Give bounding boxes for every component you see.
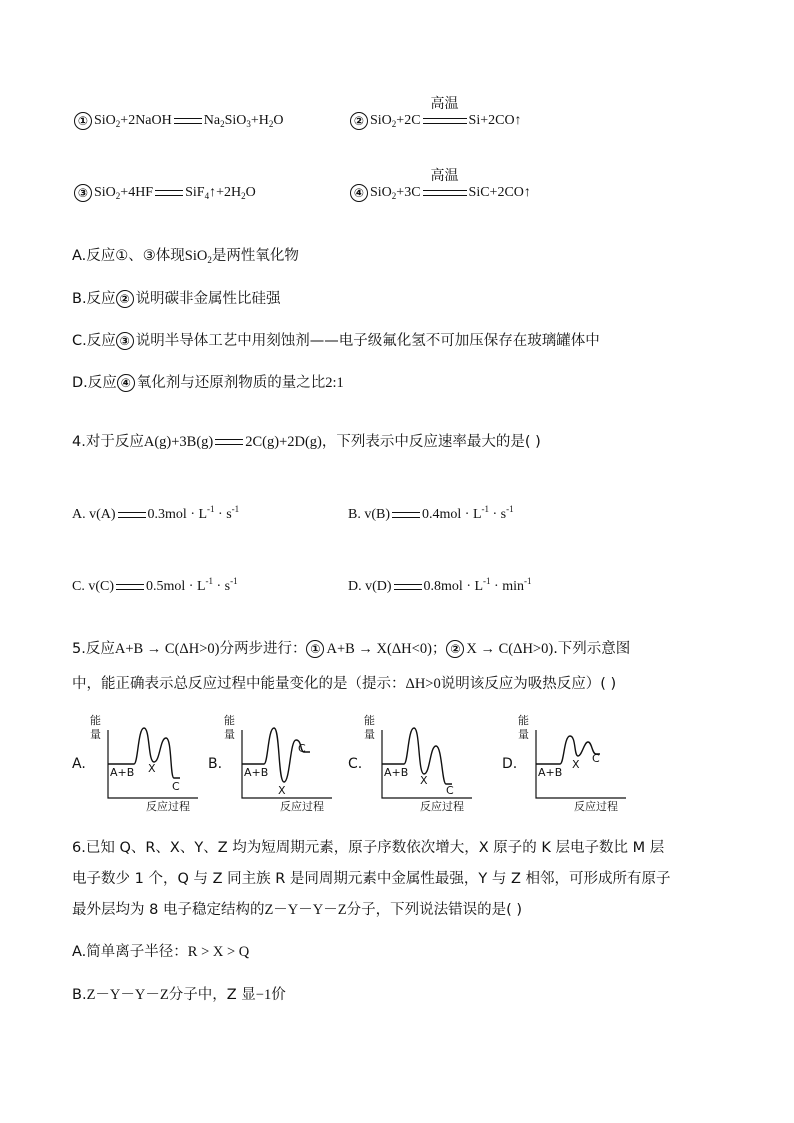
q3-option-c: C.反应 ③ 说明半导体工艺中用刻蚀剂——电子级氟化氢不可加压保存在玻璃罐体中 — [72, 333, 600, 349]
label-c: C — [172, 780, 180, 793]
label-ab: A+B — [538, 766, 563, 779]
x-axis-label: 反应过程 — [146, 800, 190, 813]
equation-4: ④ SiO$_2$+3C 高温 SiC+2CO↑ — [350, 184, 531, 202]
q4-option-b: B. v(B) $0.4mol \cdot L^{-1} \cdot s^{-1}$ — [348, 504, 514, 522]
label-ab: A+B — [110, 766, 135, 779]
y-label-1: 能 — [90, 714, 101, 727]
y-label-2: 量 — [518, 728, 529, 741]
q5-option-a-label: A. — [72, 756, 86, 772]
label-x: X — [572, 758, 580, 771]
y-label-1: 能 — [518, 714, 529, 727]
label-ab: A+B — [384, 766, 409, 779]
energy-curve — [536, 736, 600, 764]
q3-option-a: A.反应①、③体现SiO$_2$是两性氧化物 — [72, 248, 299, 265]
q6-stem-line1: 6.已知 Q、R、X、Y、Z 均为短周期元素，原子序数依次增大，X 原子的 K 层电子数比 M 层 — [72, 840, 665, 856]
q5-option-c-label: C. — [348, 756, 363, 772]
equation-1: ① SiO$_2$+2NaOH $Na_2SiO_3+H_2O$ — [74, 112, 284, 130]
energy-diagram-b — [222, 712, 342, 816]
q4-option-d: D. v(D) $0.8mol \cdot L^{-1} \cdot \min^{-1}$ — [348, 576, 532, 594]
y-label-2: 量 — [90, 728, 101, 741]
label-ab: A+B — [244, 766, 269, 779]
q5-stem-line1: 5.反应A+B → C(ΔH>0)分两步进行： ① A+B → X(ΔH<0)； ② X → C(ΔH>0).下列示意图 — [72, 641, 631, 657]
equals-sign — [174, 118, 202, 124]
equation-number: ② — [350, 112, 368, 130]
label-x: X — [278, 784, 286, 797]
q4-option-a: A. v(A) $0.3mol \cdot L^{-1} \cdot s^{-1}$ — [72, 504, 240, 522]
q5-option-d-label: D. — [502, 756, 518, 772]
equals-sign — [118, 512, 146, 518]
x-axis-label: 反应过程 — [574, 800, 618, 813]
q4-option-c: C. v(C) $0.5mol \cdot L^{-1} \cdot s^{-1}$ — [72, 576, 238, 594]
equation-2: ② SiO$_2$+2C 高温 Si+2CO↑ — [350, 112, 522, 130]
label-c: C — [298, 742, 306, 755]
equals-sign — [394, 584, 422, 590]
x-axis-label: 反应过程 — [280, 800, 324, 813]
equals-sign — [155, 190, 183, 196]
label-x: X — [420, 774, 428, 787]
equation-number: ③ — [74, 184, 92, 202]
q5-stem-line2: 中，能正确表示总反应过程中能量变化的是（提示：ΔH>0说明该反应为吸热反应）( ) — [72, 676, 617, 692]
q3-option-d: D.反应 ④ 氧化剂与还原剂物质的量之比2:1 — [72, 375, 344, 391]
equation-3: ③ SiO$_2$+4HF $SiF_4↑+2H_2O$ — [74, 184, 256, 202]
equals-sign — [392, 512, 420, 518]
equals-sign — [116, 584, 144, 590]
q6-stem-line3: 最外层均为 8 电子稳定结构的Z－Y－Y－Z分子，下列说法错误的是( ) — [72, 902, 523, 918]
label-c: C — [446, 784, 454, 797]
energy-diagram-d — [516, 712, 636, 816]
reaction-condition: 高温 — [423, 190, 467, 196]
q6-stem-line2: 电子数少 1 个，Q 与 Z 同主族 R 是同周期元素中金属性最强，Y 与 Z 相邻，可形成所有原子 — [72, 871, 671, 887]
y-label-1: 能 — [364, 714, 375, 727]
label-x: X — [148, 762, 156, 775]
q4-stem: 4.对于反应A(g)+3B(g) 2C(g)+2D(g)，下列表示中反应速率最大的是( ) — [72, 434, 541, 450]
y-label-2: 量 — [364, 728, 375, 741]
equation-number: ① — [74, 112, 92, 130]
q6-option-b: B.Z－Y－Y－Z分子中，Z 显−1价 — [72, 987, 286, 1003]
reaction-condition: 高温 — [423, 118, 467, 124]
y-label-1: 能 — [224, 714, 235, 727]
q5-option-b-label: B. — [208, 756, 223, 772]
label-c: C — [592, 752, 600, 765]
energy-diagram-a — [88, 712, 208, 816]
x-axis-label: 反应过程 — [420, 800, 464, 813]
y-label-2: 量 — [224, 728, 235, 741]
equation-number: ④ — [350, 184, 368, 202]
q6-option-a: A.简单离子半径：R > X > Q — [72, 944, 250, 960]
q3-option-b: B.反应 ② 说明碳非金属性比硅强 — [72, 291, 281, 307]
equals-sign — [215, 439, 243, 445]
energy-diagram-c — [362, 712, 482, 816]
